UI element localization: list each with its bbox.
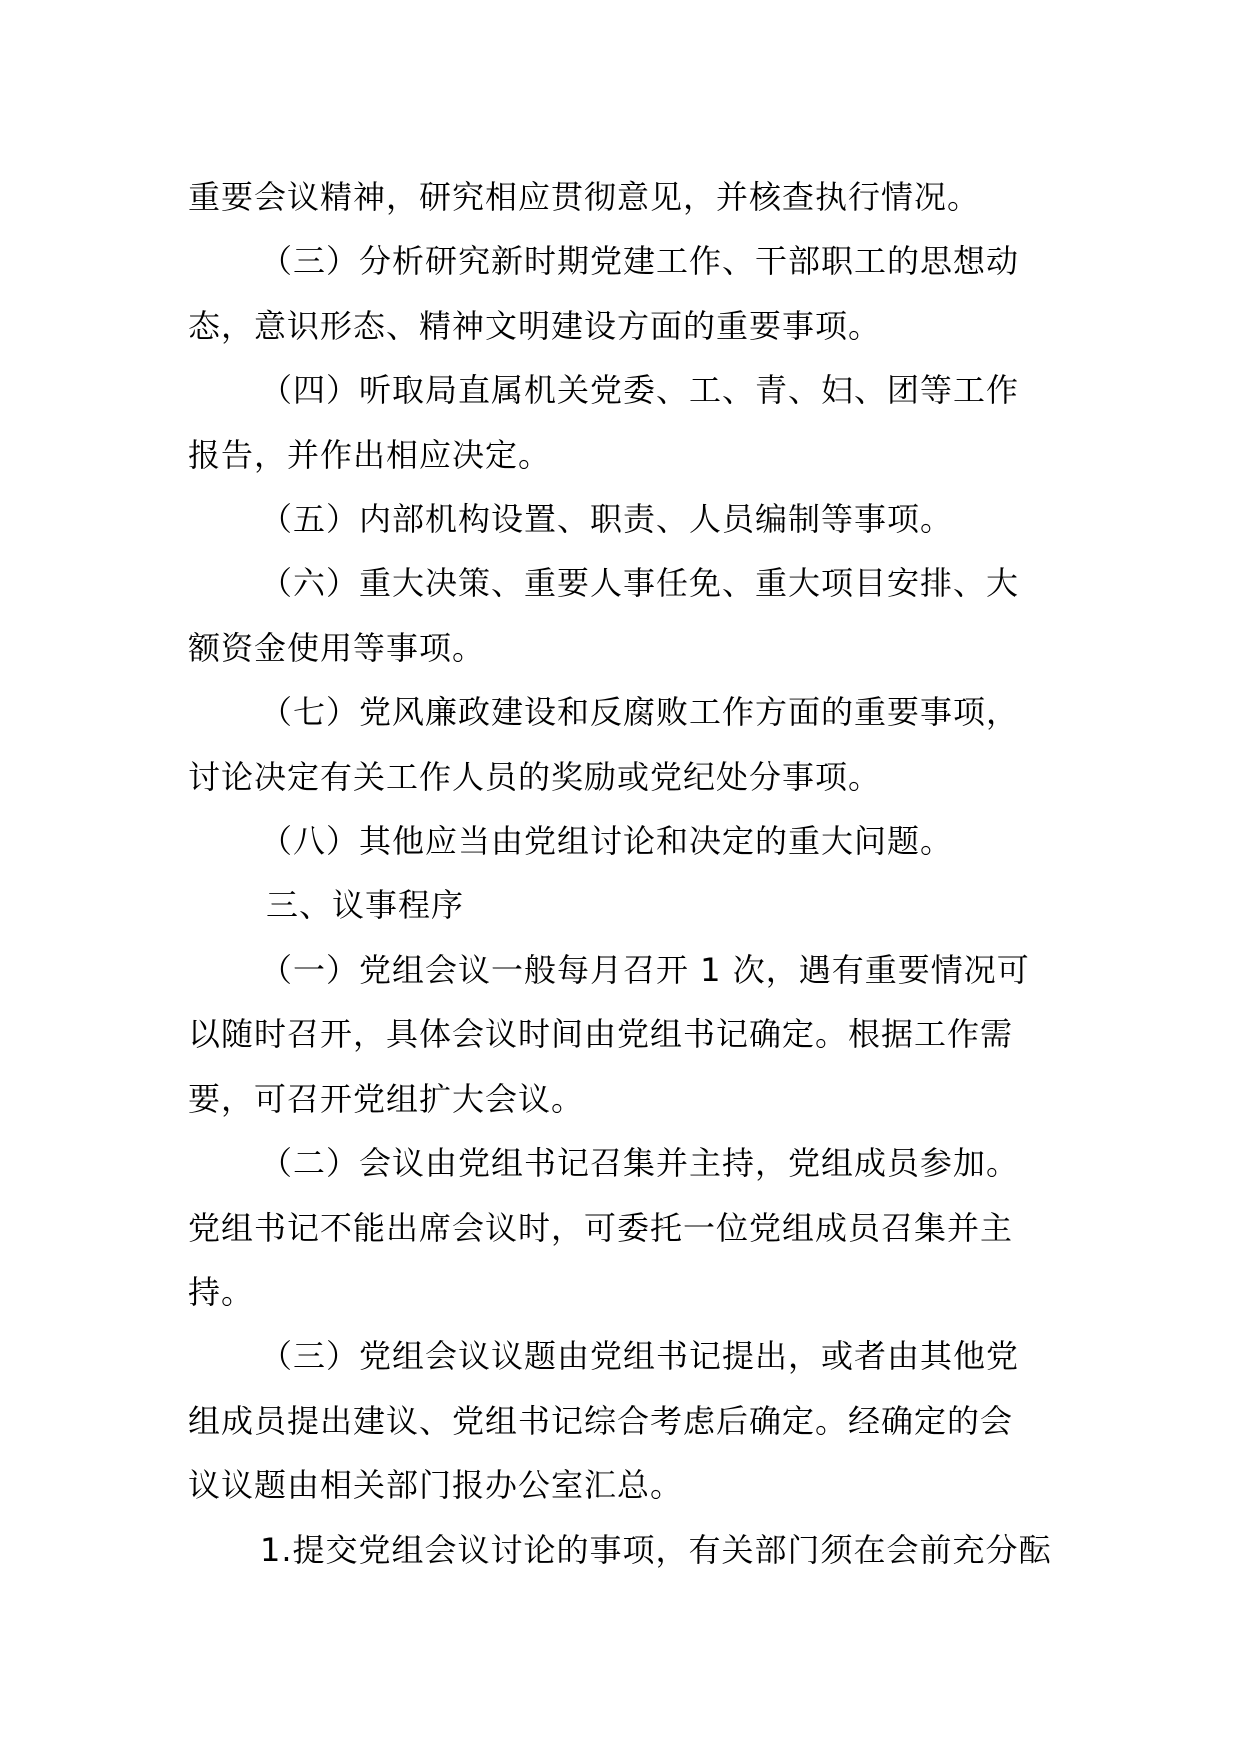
paragraph-procedure-1-schedule bbox=[188, 938, 1056, 1131]
text-line: 以随时召开，具体会议时间由党组书记确定。根据工作需 bbox=[188, 1015, 1014, 1054]
text-line: 组成员提出建议、党组书记综合考虑后确定。经确定的会 bbox=[188, 1401, 1014, 1440]
text-line: 讨论决定有关工作人员的奖励或党纪处分事项。 bbox=[188, 757, 882, 796]
text-line: （四）听取局直属机关党委、工、青、妇、团等工作 bbox=[260, 371, 1020, 410]
text-line: 额资金使用等事项。 bbox=[188, 628, 486, 667]
text-line: 1.提交党组会议讨论的事项，有关部门须在会前充分酝 bbox=[260, 1530, 1052, 1569]
section-heading-text: 三、议事程序 bbox=[266, 886, 465, 925]
text-line: （七）党风廉政建设和反腐败工作方面的重要事项， bbox=[260, 693, 1020, 732]
paragraph-item-6-decisions bbox=[188, 551, 1056, 680]
text-line: （六）重大决策、重要人事任免、重大项目安排、大 bbox=[260, 564, 1020, 603]
text-line: 要，可召开党组扩大会议。 bbox=[188, 1079, 585, 1118]
text-line: 议议题由相关部门报办公室汇总。 bbox=[188, 1466, 684, 1505]
text-line: （三）分析研究新时期党建工作、干部职工的思想动 bbox=[260, 242, 1020, 281]
text-line: （二）会议由党组书记召集并主持，党组成员参加。 bbox=[260, 1144, 1020, 1183]
paragraph-item-4-reports bbox=[188, 358, 1056, 487]
text-line: 持。 bbox=[188, 1272, 255, 1311]
paragraph-item-3-party-building bbox=[188, 229, 1056, 358]
paragraph-meeting-spirit bbox=[188, 165, 1056, 229]
text-line: （八）其他应当由党组讨论和决定的重大问题。 bbox=[260, 822, 954, 861]
paragraph-procedure-3-subitem-1 bbox=[188, 1518, 1056, 1582]
text-line: 党组书记不能出席会议时，可委托一位党组成员召集并主 bbox=[188, 1208, 1014, 1247]
text-line: 报告，并作出相应决定。 bbox=[188, 435, 552, 474]
paragraph-procedure-2-chair bbox=[188, 1131, 1056, 1324]
paragraph-item-7-integrity bbox=[188, 680, 1056, 809]
text-line: （三）党组会议议题由党组书记提出，或者由其他党 bbox=[260, 1337, 1020, 1376]
text-line: （五）内部机构设置、职责、人员编制等事项。 bbox=[260, 500, 954, 539]
document-body bbox=[188, 165, 1056, 1582]
text-line: （一）党组会议一般每月召开 1 次，遇有重要情况可 bbox=[260, 950, 1030, 989]
section-heading-procedure bbox=[188, 873, 1056, 937]
text-line: 重要会议精神，研究相应贯彻意见，并核查执行情况。 bbox=[188, 178, 981, 216]
paragraph-item-5-structure bbox=[188, 487, 1056, 551]
paragraph-procedure-3-agenda bbox=[188, 1324, 1056, 1517]
paragraph-item-8-other bbox=[188, 809, 1056, 873]
text-line: 态，意识形态、精神文明建设方面的重要事项。 bbox=[188, 306, 882, 345]
